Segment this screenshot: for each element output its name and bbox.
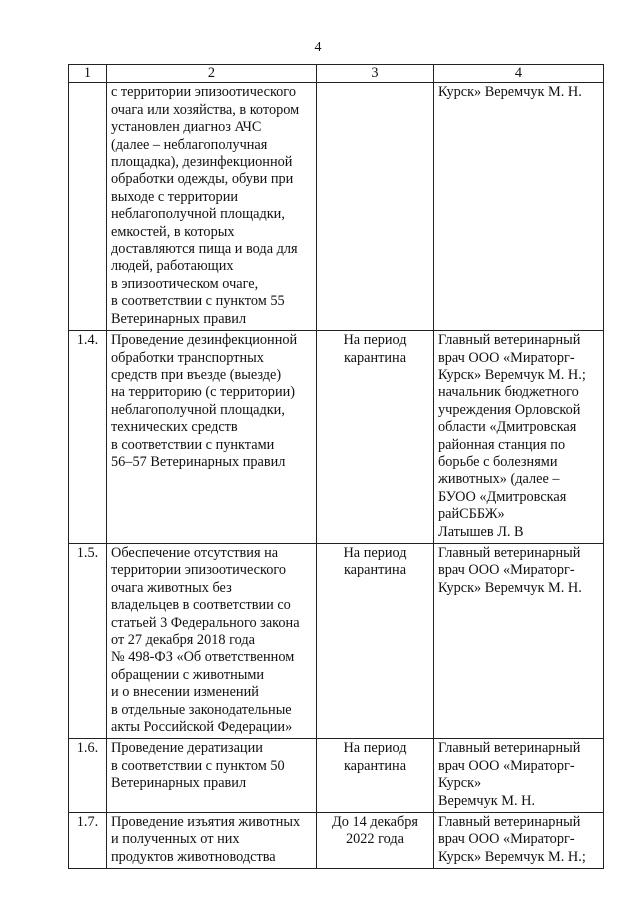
measure-line: обработки одежды, обуви при [111,171,294,188]
responsible-cell [434,331,604,544]
responsible-line: Курск» Веремчук М. Н.; [438,366,586,383]
responsible-line: Веремчук М. Н. [438,792,536,809]
responsible-line: животных» (далее – [438,471,560,488]
measure-line: Ветеринарных правил [111,775,247,792]
item-number: 1.7. [69,813,107,869]
measure-cell [107,543,317,738]
item-number: 1.4. [69,331,107,544]
item-number: 1.5. [69,543,107,738]
term-cell [317,813,434,869]
responsible-cell [434,813,604,869]
responsible-line: Латышев Л. В [438,523,524,540]
table-row [69,739,604,813]
measure-line: Проведение изъятия животных [111,814,301,831]
responsible-line: Курск» Веремчук М. Н. [438,84,582,101]
measure-line: Обеспечение отсутствия на [111,544,279,561]
measure-line: статьей 3 Федерального закона [111,614,300,631]
responsible-line: райСББЖ» [438,506,505,523]
table-row [69,83,604,331]
measure-line: людей, работающих [111,258,234,275]
measure-line: неблагополучной площадки, [111,206,285,223]
measure-line: в соответствии с пунктом 55 [111,293,285,310]
measure-cell [107,813,317,869]
column-header-2: 2 [107,65,317,83]
responsible-line: области «Дмитровская [438,419,577,436]
responsible-cell [434,543,604,738]
measure-line: очага или хозяйства, в котором [111,101,300,118]
term-cell [317,543,434,738]
term-cell [317,331,434,544]
measure-line: и о внесении изменений [111,684,259,701]
measure-line: территории эпизоотического [111,562,287,579]
term-line: карантина [343,349,407,366]
table-row [69,331,604,544]
responsible-line: врач ООО «Мираторг- [438,349,575,366]
term-cell [317,83,434,331]
responsible-line: врач ООО «Мираторг- [438,562,575,579]
measure-line: № 498-ФЗ «Об ответственном [111,649,295,666]
responsible-line: Главный ветеринарный [438,740,581,757]
term-line: На период [343,740,407,757]
responsible-cell [434,739,604,813]
term-line: карантина [343,757,407,774]
measure-line: доставляются пища и вода для [111,241,298,258]
measure-line: обращении с животными [111,666,265,683]
column-header-3: 3 [317,65,434,83]
responsible-line: врач ООО «Мираторг- [438,757,575,774]
term-cell [317,739,434,813]
table-header-row [69,65,604,83]
column-header-4: 4 [434,65,604,83]
responsible-line: начальник бюджетного [438,384,579,401]
responsible-line: БУОО «Дмитровская [438,488,567,505]
measure-line: в соответствии с пунктами [111,436,275,453]
measure-line: в отдельные законодательные [111,701,292,718]
measure-line: технических средств [111,419,238,436]
item-number: 1.6. [69,739,107,813]
responsible-cell [434,83,604,331]
responsible-line: учреждения Орловской [438,401,581,418]
measure-line: в эпизоотическом очаге, [111,275,259,292]
term-line: До 14 декабря [331,814,419,831]
measure-cell [107,331,317,544]
measure-cell [107,83,317,331]
measure-line: выходе с территории [111,188,239,205]
measure-line: (далее – неблагополучная [111,136,268,153]
measure-line: емкостей, в которых [111,223,235,240]
term-line: карантина [343,562,407,579]
measures-table [68,64,604,869]
measure-line: площадка), дезинфекционной [111,154,293,171]
measure-line: акты Российской Федерации» [111,719,293,736]
table-row [69,543,604,738]
measure-line: Проведение дератизации [111,740,263,757]
measure-line: продуктов животноводства [111,848,276,865]
responsible-line: Курск» Веремчук М. Н. [438,579,582,596]
measure-line: средств при въезде (выезде) [111,366,282,383]
term-line: На период [343,332,407,349]
responsible-line: Курск» [438,775,482,792]
measure-line: в соответствии с пунктом 50 [111,757,285,774]
responsible-line: районная станция по [438,436,566,453]
measure-line: Ветеринарных правил [111,310,247,327]
measure-line: от 27 декабря 2018 года [111,632,255,648]
responsible-line: Главный ветеринарный [438,544,581,561]
responsible-line: Главный ветеринарный [438,814,581,831]
measure-line: 56–57 Ветеринарных правил [111,453,286,470]
responsible-line: врач ООО «Мираторг- [438,831,575,848]
measure-line: владельцев в соответствии со [111,597,291,614]
page-number: 4 [314,40,322,55]
term-line: 2022 года [345,831,405,848]
measure-line: Проведение дезинфекционной [111,332,298,349]
table-row [69,813,604,869]
item-number [69,83,107,331]
measure-line: и полученных от них [111,831,240,848]
measure-cell [107,739,317,813]
measure-line: неблагополучной площадки, [111,401,285,418]
responsible-line: Курск» Веремчук М. Н.; [438,848,586,865]
measure-line: очага животных без [111,579,232,596]
measure-line: установлен диагноз АЧС [111,119,262,136]
measure-line: обработки транспортных [111,349,264,366]
term-line: На период [343,544,407,561]
responsible-line: Главный ветеринарный [438,332,581,349]
measure-line: с территории эпизоотического [111,84,296,101]
responsible-line: борьбе с болезнями [438,453,558,470]
measure-line: на территорию (с территории) [111,384,296,401]
column-header-1: 1 [69,65,107,83]
